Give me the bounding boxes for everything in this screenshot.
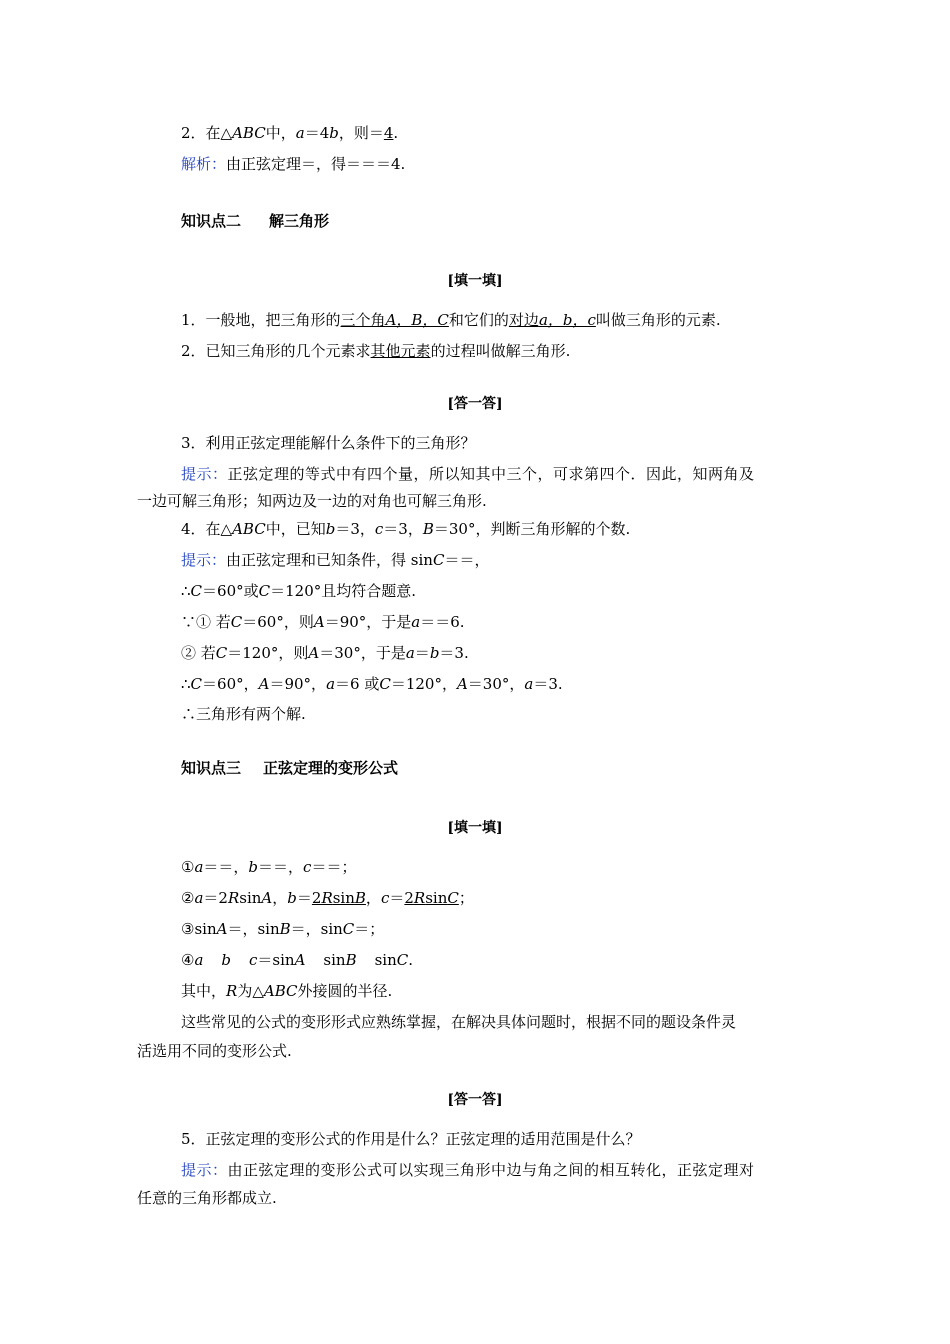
section-subtitle: 正弦定理的变形公式 [263,759,399,777]
question-3: 3．利用正弦定理能解什么条件下的三角形？ [181,434,476,452]
hint-label: 提示： [181,1161,228,1179]
question-4: 4．在△ABC中，已知b＝3，c＝3，B＝30°，判断三角形解的个数. [181,520,631,538]
var: a [295,124,305,142]
solution-conclusion: ∴三角形有两个解. [181,705,306,723]
section-heading-3 [181,758,398,778]
blank-answer: 2RsinC [404,889,459,907]
answer: 4 [383,124,394,142]
paragraph-line: 这些常见的公式的变形形式应熟练掌握，在解决具体问题时，根据不同的题设条件灵 [181,1013,737,1031]
question-2 [181,123,398,143]
paragraph-line: 活选用不同的变形公式. [137,1042,292,1060]
text: 2．在△ [181,124,233,142]
text: 2．已知三角形的几个元素求 [181,342,371,360]
question-3-hint [181,464,755,484]
hint-label: 提示： [181,551,227,569]
solution-step: ② 若C＝120°，则A＝30°，于是a＝b＝3. [181,644,469,662]
question-5-hint [181,1160,755,1180]
text: 的过程叫做解三角形. [430,342,571,360]
hint-label: 提示： [181,465,228,483]
text: ，则 [338,124,369,142]
solution-text: 由正弦定理＝，得＝＝＝4. [226,155,406,173]
formula-4: ④a b c＝sinA sinB sinC. [181,951,414,969]
blank-answer: 其他元素 [370,342,431,360]
fill-item-2 [181,341,570,361]
answer-heading: [答一答] [447,396,503,412]
formula-1: ①a＝＝，b＝＝，c＝＝； [181,858,357,876]
question-4-hint: 提示：由正弦定理和已知条件，得 sinC＝＝， [181,551,490,569]
var: b [329,124,339,142]
text: 和它们的 [448,311,509,329]
question-3-hint-cont: 一边可解三角形；知两边及一边的对角也可解三角形. [137,492,487,510]
blank-answer: 三个角A，B，C [340,311,449,329]
answer-heading: [答一答] [447,1092,503,1108]
solution-step: ∵① 若C＝60°，则A＝90°，于是a＝＝6. [181,613,465,631]
text: 叫做三角形的元素. [595,311,721,329]
text: 1．一般地，把三角形的 [181,311,341,329]
blank-answer: 2RsinB [311,889,366,907]
section-title: 知识点三 [181,759,242,777]
question-5: 5．正弦定理的变形公式的作用是什么？正弦定理的适用范围是什么？ [181,1130,641,1148]
fill-item-1 [181,310,721,330]
formula-2: ②a＝2RsinA，b＝2RsinB，c＝2RsinC； [181,889,474,907]
section-heading-2 [181,211,329,231]
solution-step: ∴C＝60°，A＝90°，a＝6 或C＝120°，A＝30°，a＝3. [181,675,563,693]
section-title: 知识点二 [181,212,242,230]
question-5-hint-cont: 任意的三角形都成立. [137,1189,277,1207]
radius-note: 其中，R为△ABC外接圆的半径. [181,982,393,1000]
text: ＝ [368,124,384,142]
fill-in-heading: [填一填] [447,820,503,836]
solution-label: 解析： [181,155,227,173]
fill-in-heading: [填一填] [447,273,503,289]
question-2-solution [181,154,405,174]
text: 中， [265,124,296,142]
text: ＝4 [304,124,330,142]
hint-text: 正弦定理的等式中有四个量，所以知其中三个，可求第四个．因此，知两角及 [227,465,755,483]
solution-step: ∴C＝60°或C＝120°且均符合题意. [181,582,417,600]
formula-3: ③sinA＝，sinB＝，sinC＝； [181,920,385,938]
blank-answer: 对边a，b，c [508,311,596,329]
text: . [393,124,399,142]
hint-text: 由正弦定理的变形公式可以实现三角形中边与角之间的相互转化，正弦定理对 [227,1161,755,1179]
var: ABC [232,124,266,142]
section-subtitle: 解三角形 [269,212,330,230]
